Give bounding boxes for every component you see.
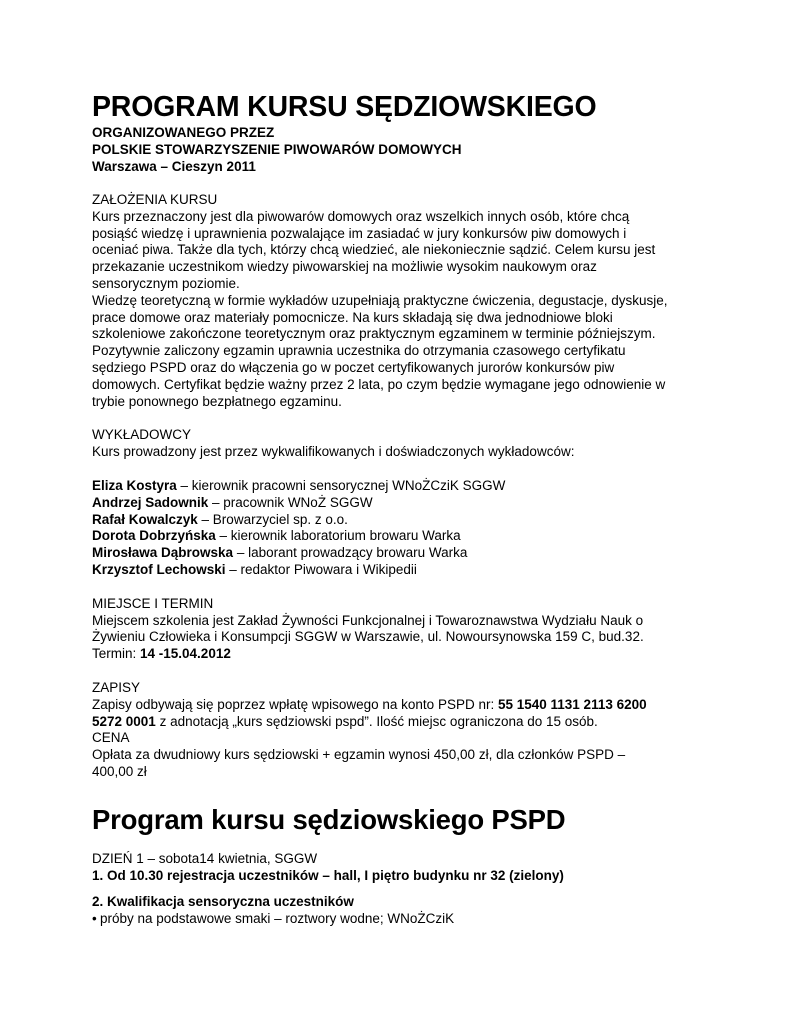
lecturer-name: Rafał Kowalczyk [92, 511, 198, 527]
lecturer-role: – pracownik WNoŻ SGGW [208, 494, 373, 510]
zalozenia-line: Wiedzę teoretyczną w formie wykładów uzupełniają praktyczne ćwiczenia, degustacje, dyskusje, [92, 292, 668, 308]
section-heading-cena: CENA [92, 730, 130, 746]
subtitle-organizer-intro: ORGANIZOWANEGO PRZEZ [92, 125, 275, 140]
zapisy-line [92, 714, 712, 731]
program-item-text: 1. Od 10.30 rejestracja uczestników – hall, I piętro budynku nr 32 (zielony) [92, 867, 564, 883]
zalozenia-line: trybie ponownego bezpłatnego egzaminu. [92, 393, 342, 409]
lecturer-name: Andrzej Sadownik [92, 494, 209, 510]
termin-value: 14 -15.04.2012 [140, 646, 231, 662]
wykladowcy-intro: Kurs prowadzony jest przez wykwalifikowanych i doświadczonych wykładowców: [92, 444, 575, 460]
program-day-heading: DZIEŃ 1 – sobota14 kwietnia, SGGW [92, 850, 318, 866]
lecturer-role: – Browarzyciel sp. z o.o. [197, 511, 348, 527]
zalozenia-line: Kurs przeznaczony jest dla piwowarów domowych oraz wszelkich innych osób, które chcą [92, 208, 630, 224]
program-bullet-text: próby na podstawowe smaki – roztwory wodne; WNoŻCziK [100, 911, 455, 927]
section-heading-zalozenia: ZAŁOŻENIA KURSU [92, 192, 218, 207]
zalozenia-line: przekazanie uczestnikom wiedzy piwowarskiej na możliwie wysokim naukowym oraz [92, 259, 597, 275]
zalozenia-line: oceniać piwa. Także dla tych, którzy chcą wiedzieć, ale niekoniecznie sądzić. Celem kursu jest [92, 242, 656, 258]
section-heading-miejsce: MIEJSCE I TERMIN [92, 595, 214, 611]
lecturer-item [92, 545, 712, 562]
lecturer-list [92, 478, 712, 579]
lecturer-role: – kierownik pracowni sensorycznej WNoŻCziK SGGW [176, 477, 506, 493]
lecturer-name: Dorota Dobrzyńska [92, 528, 216, 544]
subtitle-organizer-name: POLSKIE STOWARZYSZENIE PIWOWARÓW DOMOWYCH [92, 142, 462, 157]
miejsce-line: Żywieniu Człowieka i Konsumpcji SGGW w Warszawie, ul. Nowoursynowska 159 C, bud.32. [92, 629, 644, 645]
section-heading-zapisy: ZAPISY [92, 679, 141, 695]
cena-line: 400,00 zł [92, 763, 147, 779]
lecturer-item [92, 512, 712, 529]
subtitle-location-year: Warszawa – Cieszyn 2011 [92, 159, 256, 174]
document-title: PROGRAM KURSU SĘDZIOWSKIEGO [92, 91, 597, 123]
lecturer-item [92, 495, 712, 512]
lecturer-name: Krzysztof Lechowski [92, 561, 226, 577]
program-item [92, 868, 712, 885]
document-page [92, 90, 712, 928]
zalozenia-line: sensorycznym poziomie. [92, 275, 240, 291]
program-item-text: 2. Kwalifikacja sensoryczna uczestników [92, 894, 354, 910]
zalozenia-line: domowych. Certyfikat będzie ważny przez 2 lata, po czym będzie wymagane jego odnowienie w [92, 376, 666, 392]
zalozenia-line: Pozytywnie zaliczony egzamin uprawnia uczestnika do otrzymania czasowego certyfikatu [92, 343, 626, 359]
lecturer-role: – redaktor Piwowara i Wikipedii [225, 561, 417, 577]
program-title: Program kursu sędziowskiego PSPD [92, 803, 566, 835]
zalozenia-line: prace domowe oraz materiały pomocnicze. Na kurs składają się dwa jednodniowe bloki [92, 309, 613, 325]
account-number: 5272 0001 [92, 713, 156, 729]
lecturer-name: Eliza Kostyra [92, 477, 177, 493]
zalozenia-line: szkoleniowe zakończone teoretycznym oraz praktycznym egzaminem w terminie późniejszym. [92, 326, 656, 342]
zalozenia-line: posiąść wiedzę i uprawnienia pozwalające im zasiadać w jury konkursów piw domowych i [92, 225, 627, 241]
lecturer-item [92, 562, 712, 579]
section-heading-wykladowcy: WYKŁADOWCY [92, 427, 192, 443]
lecturer-role: – laborant prowadzący browaru Warka [233, 545, 468, 561]
bullet-icon: • [92, 911, 97, 927]
lecturer-item [92, 528, 712, 545]
termin-line [92, 646, 712, 663]
lecturer-role: – kierownik laboratorium browaru Warka [215, 528, 461, 544]
miejsce-line: Miejscem szkolenia jest Zakład Żywności Funkcjonalnej i Towaroznawstwa Wydziału Nauk o [92, 612, 644, 628]
zapisy-text: Zapisy odbywają się poprzez wpłatę wpisowego na konto PSPD nr: [92, 696, 498, 712]
lecturer-name: Mirosława Dąbrowska [92, 545, 234, 561]
program-item [92, 894, 712, 911]
account-number: 55 1540 1131 2113 6200 [497, 696, 647, 712]
zapisy-line [92, 697, 712, 714]
cena-line: Opłata za dwudniowy kurs sędziowski + egzamin wynosi 450,00 zł, dla członków PSPD – [92, 747, 626, 763]
zapisy-text: z adnotacją „kurs sędziowski pspd”. Ilość miejsc ograniczona do 15 osób. [155, 713, 598, 729]
lecturer-item [92, 478, 712, 495]
program-bullet-item [92, 911, 712, 928]
zalozenia-body [92, 209, 712, 411]
zalozenia-line: sędziego PSPD oraz do włączenia go w poczet certyfikowanych jurorów konkursów piw [92, 359, 615, 375]
termin-label: Termin: [92, 646, 141, 662]
